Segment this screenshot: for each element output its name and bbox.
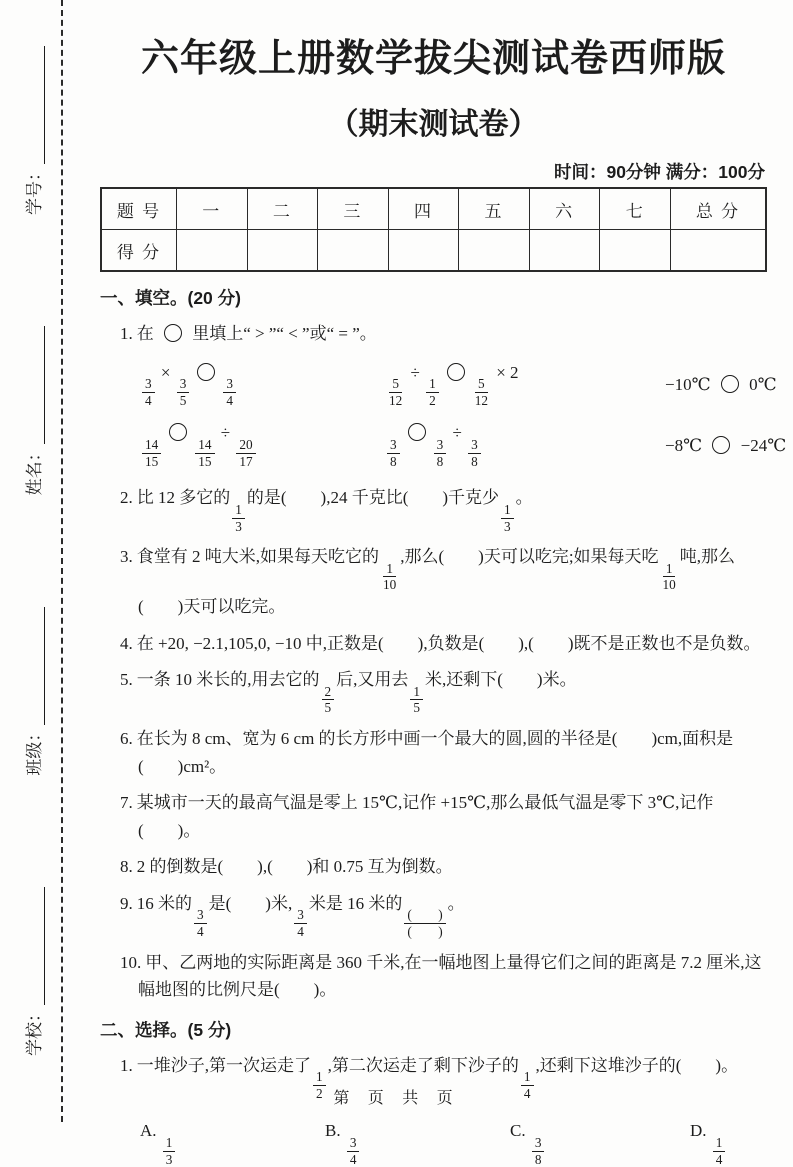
student-info-strip: [4, 46, 60, 1056]
page-title: 六年级上册数学拔尖测试卷西师版: [140, 38, 726, 80]
fraction: $\frac{3}{8}$: [468, 437, 481, 469]
fill-q7: [120, 789, 767, 844]
name-label: 姓名：: [24, 444, 44, 496]
fraction: $\frac{3}{8}$: [532, 1135, 545, 1167]
score-cell: [318, 230, 389, 272]
fraction: $\frac{2}{5}$: [322, 684, 335, 716]
fill-q8: [120, 853, 767, 881]
fraction: $\frac{3}{4}$: [194, 907, 207, 939]
question-text: 2 的倒数是( ),( )和 0.75 互为倒数。: [136, 857, 453, 877]
fraction: $\frac{1}{10}$: [662, 560, 676, 593]
question-number: 3.: [120, 547, 133, 567]
question-number: 10.: [120, 952, 142, 972]
question-number: 1.: [120, 1055, 133, 1075]
score-col-2: 二: [247, 188, 318, 230]
answer-circle: [197, 363, 215, 381]
score-col-5: 五: [459, 188, 530, 230]
page-footer: 第 页 共 页: [333, 1090, 460, 1107]
page-subtitle: （期末测试卷）: [328, 108, 539, 141]
score-col-6: 六: [529, 188, 600, 230]
score-cell: [529, 230, 600, 272]
option-d: D. $\frac{1}{4}$: [690, 1121, 767, 1167]
section-fill-heading: 一、填空。(20 分): [100, 288, 241, 308]
section-choice-heading: 二、选择。(5 分): [100, 1019, 232, 1040]
answer-circle: [408, 423, 426, 441]
question-text: 一堆沙子,第一次运走了 $\frac{1}{2}$ ,第二次运走了剩下沙子的 $\frac{1}{4}$ ,还剩下这堆沙子的( )。: [136, 1055, 739, 1101]
student-id-blank-line: [26, 46, 45, 164]
school-blank-line: [26, 887, 45, 1005]
fraction: $\frac{1}{3}$: [163, 1135, 176, 1167]
compare-item: $\frac{5}{12}$ ÷ $\frac{1}{2}$ $\frac{5}{12}$ × 2: [389, 362, 519, 408]
fill-q2: [120, 484, 767, 534]
fraction: $\frac{3}{8}$: [434, 437, 447, 469]
fraction: $\frac{3}{4}$: [294, 907, 307, 939]
answer-circle: [164, 324, 182, 342]
question-number: 5.: [120, 670, 133, 690]
question-number: 8.: [120, 857, 133, 877]
question-text: 在 +20, −2.1,105,0, −10 中,正数是( ),负数是( ),( )既不是正数也不是负数。: [136, 633, 761, 653]
compare-item: −10℃ 0℃: [665, 375, 777, 395]
exam-meta: 时间：90分钟 满分：100分: [553, 162, 765, 182]
fraction: $\frac{3}{4}$: [223, 376, 236, 408]
fill-q5: [120, 666, 767, 716]
name-field: [20, 326, 45, 495]
fraction: $\frac{3}{4}$: [142, 376, 155, 408]
fraction: $\frac{14}{15}$: [142, 437, 161, 469]
fraction: $\frac{1}{3}$: [232, 502, 245, 534]
question-number: 2.: [120, 488, 133, 508]
answer-circle: [721, 375, 739, 393]
score-col-total: 总 分: [671, 188, 767, 230]
option-c: C. $\frac{3}{8}$: [510, 1121, 690, 1167]
question-text: 甲、乙两地的实际距离是 360 千米,在一幅地图上量得它们之间的距离是 7.2 厘米,这幅地图的比例尺是( )。: [138, 952, 762, 1000]
answer-circle: [712, 436, 730, 454]
score-col-7: 七: [600, 188, 671, 230]
compare-row-2: [120, 423, 787, 469]
score-table: [100, 187, 767, 272]
class-field: [20, 607, 45, 776]
compare-item: −8℃ −24℃: [665, 436, 787, 456]
question-text: 某城市一天的最高气温是零上 15℃,记作 +15℃,那么最低气温是零下 3℃,记作( )。: [136, 793, 714, 840]
compare-item: $\frac{14}{15}$ $\frac{14}{15}$ ÷ $\frac{20}{17}$: [140, 423, 385, 469]
score-cell-total: [671, 230, 767, 272]
fraction: $\frac{1}{2}$: [426, 376, 439, 408]
option-a: A. $\frac{1}{3}$: [140, 1121, 325, 1167]
choice-options: [120, 1121, 767, 1167]
option-b: B. $\frac{3}{4}$: [325, 1121, 510, 1167]
compare-item: $\frac{3}{8}$ $\frac{3}{8}$ ÷ $\frac{3}{8}$: [385, 423, 665, 469]
score-col-3: 三: [318, 188, 389, 230]
fill-q1: [120, 320, 767, 348]
question-text: 16 米的 $\frac{3}{4}$ 是( )米, $\frac{3}{4}$ 米是 16 米的 $\frac{( )}{( )}$ 。: [136, 893, 465, 939]
fraction: $\frac{1}{5}$: [410, 684, 423, 716]
fraction: $\frac{5}{12}$: [389, 376, 403, 408]
score-table-header-row: [101, 188, 766, 230]
fraction: $\frac{1}{4}$: [521, 1069, 534, 1101]
blank-fraction: $\frac{( )}{( )}$: [404, 907, 445, 939]
score-cell: [600, 230, 671, 272]
fraction: $\frac{3}{4}$: [347, 1135, 360, 1167]
class-blank-line: [26, 607, 45, 725]
student-id-field: [20, 46, 45, 215]
question-text: 在长为 8 cm、宽为 6 cm 的长方形中画一个最大的圆,圆的半径是( )cm,面积是 ( )cm²。: [136, 728, 734, 776]
fraction: $\frac{1}{3}$: [501, 502, 514, 534]
fraction: $\frac{1}{2}$: [313, 1069, 326, 1101]
fraction: $\frac{14}{15}$: [195, 437, 214, 469]
question-number: 6.: [120, 728, 133, 748]
fill-q6: [120, 725, 767, 780]
fraction: $\frac{3}{8}$: [387, 437, 400, 469]
fraction: $\frac{3}{5}$: [177, 376, 190, 408]
fill-q4: [120, 630, 767, 658]
student-id-label: 学号：: [24, 164, 44, 216]
fraction: $\frac{1}{10}$: [383, 560, 397, 593]
compare-row-1: [120, 362, 777, 409]
answer-circle: [447, 363, 465, 381]
fraction: $\frac{20}{17}$: [236, 437, 255, 469]
fill-q3: [120, 543, 767, 620]
seal-dashed-line: [61, 0, 63, 1122]
fraction: $\frac{5}{12}$: [474, 376, 488, 408]
question-text: 比 12 多它的 $\frac{1}{3}$ 的是( ),24 千克比( )千克少 $\frac{1}{3}$ 。: [136, 488, 533, 534]
score-table-score-row: [101, 230, 766, 272]
question-number: 4.: [120, 633, 133, 653]
school-label: 学校：: [24, 1005, 44, 1056]
exam-page: [100, 0, 787, 1167]
question-text: 食堂有 2 吨大米,如果每天吃它的 $\frac{1}{10}$ ,那么( )天可以吃完;如果每天吃 $\frac{1}{10}$ 吨,那么 ( )天可以吃完。: [136, 547, 736, 617]
name-blank-line: [26, 326, 45, 444]
question-number: 7.: [120, 793, 133, 813]
score-cell: [177, 230, 248, 272]
fill-q9: [120, 890, 767, 940]
question-number: 9.: [120, 893, 133, 913]
question-text: 在 里填上“ > ”“ < ”或“ = ”。: [136, 324, 377, 343]
school-field: [20, 887, 45, 1056]
score-col-1: 一: [177, 188, 248, 230]
question-number: 1.: [120, 324, 133, 343]
fill-q10: [120, 949, 767, 1004]
score-cell: [247, 230, 318, 272]
score-col-4: 四: [388, 188, 459, 230]
score-row-label: 得 分: [101, 230, 177, 272]
fraction: $\frac{1}{4}$: [713, 1135, 726, 1167]
score-cell: [459, 230, 530, 272]
score-table-corner: 题 号: [101, 188, 177, 230]
answer-circle: [169, 423, 187, 441]
score-cell: [388, 230, 459, 272]
compare-item: $\frac{3}{4}$ × $\frac{3}{5}$ $\frac{3}{4}$: [140, 363, 385, 409]
class-label: 班级：: [24, 724, 44, 776]
question-text: 一条 10 米长的,用去它的 $\frac{2}{5}$ 后,又用去 $\frac{1}{5}$ 米,还剩下( )米。: [136, 670, 577, 716]
